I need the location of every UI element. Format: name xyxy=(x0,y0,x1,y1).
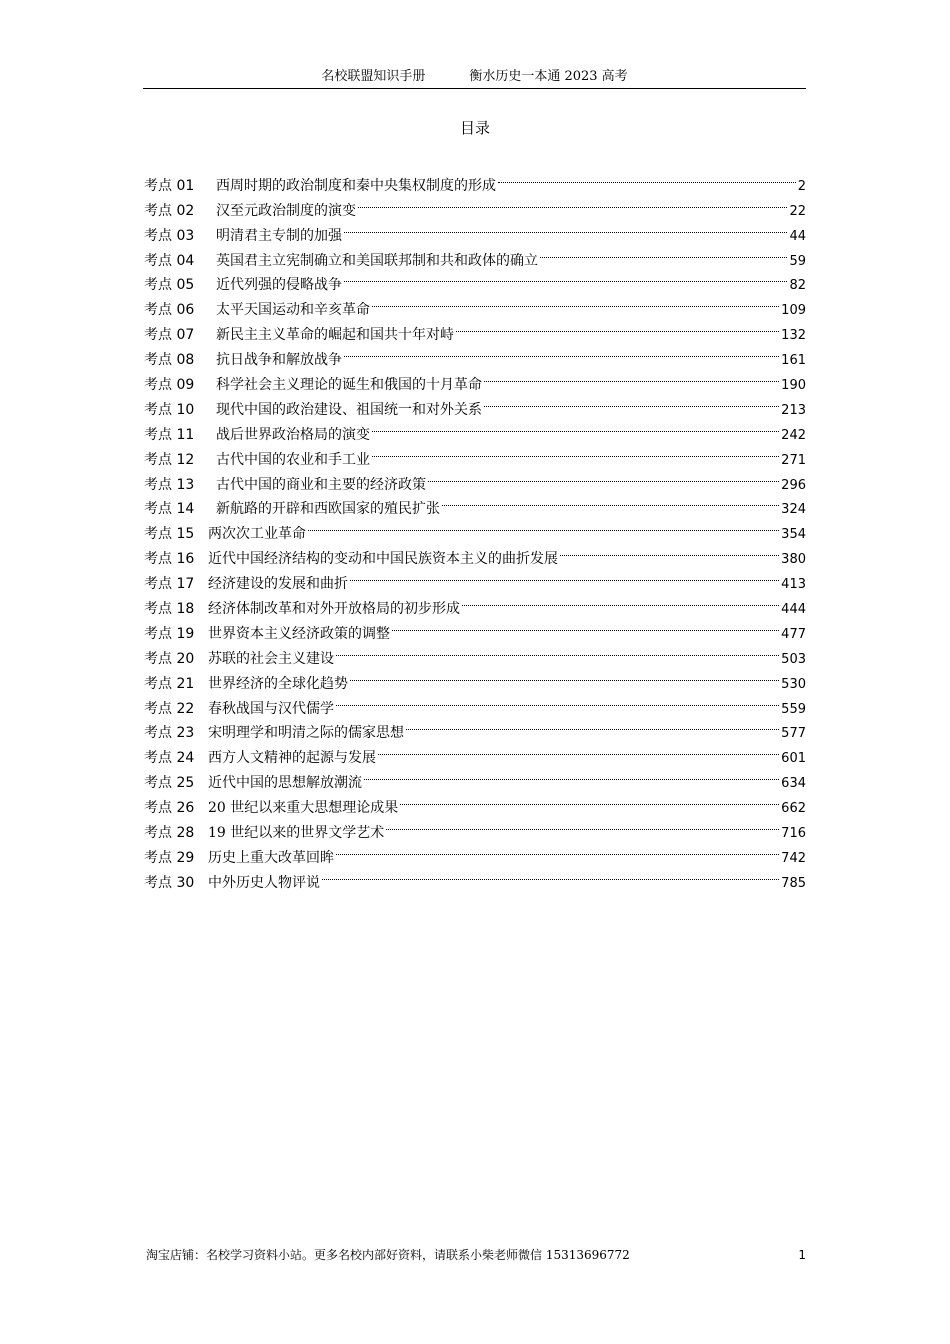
toc-entry-title: 西周时期的政治制度和秦中央集权制度的形成 xyxy=(216,177,496,194)
toc-entry-title: 古代中国的商业和主要的经济政策 xyxy=(216,476,426,493)
toc-entry-page: 559 xyxy=(781,701,806,717)
toc-entry-title: 太平天国运动和辛亥革命 xyxy=(216,302,370,319)
toc-entry-label: 考点 16 xyxy=(144,551,195,568)
toc-entry-page: 785 xyxy=(781,875,806,891)
toc-entry-title: 世界经济的全球化趋势 xyxy=(208,675,348,692)
toc-dot-leader xyxy=(344,339,779,364)
toc-entry-title: 两次次工业革命 xyxy=(208,526,306,543)
toc-entry-label: 考点 02 xyxy=(144,202,195,219)
toc-entry-page: 242 xyxy=(781,427,806,443)
toc-entry-title: 世界资本主义经济政策的调整 xyxy=(208,625,390,642)
toc-dot-leader xyxy=(498,165,796,190)
toc-entry-title: 近代中国经济结构的变动和中国民族资本主义的曲折发展 xyxy=(208,551,558,568)
toc-entry-label: 考点 17 xyxy=(144,576,195,593)
toc-entry-page: 59 xyxy=(789,253,806,269)
toc-entry-title: 战后世界政治格局的演变 xyxy=(216,426,370,443)
toc-dot-leader xyxy=(344,215,787,240)
toc-dot-leader xyxy=(378,737,779,762)
toc-entry-page: 324 xyxy=(781,502,806,518)
page-footer xyxy=(146,1246,806,1264)
toc-entry-label: 考点 19 xyxy=(144,625,195,642)
toc-dot-leader xyxy=(484,364,779,389)
toc-dot-leader xyxy=(386,812,779,837)
toc-entry-label: 考点 29 xyxy=(144,849,195,866)
toc-entry-title: 现代中国的政治建设、祖国统一和对外关系 xyxy=(216,401,482,418)
toc-entry-page: 380 xyxy=(781,552,806,568)
toc-entry-page: 662 xyxy=(781,801,806,817)
toc-entry-title: 20 世纪以来重大思想理论成果 xyxy=(208,800,399,817)
toc-entry-title: 抗日战争和解放战争 xyxy=(216,352,342,369)
page-number: 1 xyxy=(798,1248,806,1262)
toc-dot-leader xyxy=(406,713,779,738)
toc-dot-leader xyxy=(336,638,779,663)
toc-dot-leader xyxy=(428,464,779,489)
toc-entry-label: 考点 01 xyxy=(144,177,195,194)
toc-dot-leader xyxy=(350,663,779,688)
toc-entry-label: 考点 11 xyxy=(144,426,195,443)
toc-entry-page: 2 xyxy=(797,178,806,194)
table-of-contents xyxy=(144,165,806,891)
toc-entry-title: 明清君主专制的加强 xyxy=(216,227,342,244)
toc-entry-title: 古代中国的农业和手工业 xyxy=(216,451,370,468)
toc-entry-label: 考点 04 xyxy=(144,252,195,269)
toc-entry-page: 161 xyxy=(781,353,806,369)
toc-entry-page: 109 xyxy=(781,303,806,319)
toc-entry-page: 530 xyxy=(781,676,806,692)
toc-entry-label: 考点 03 xyxy=(144,227,195,244)
toc-entry-page: 577 xyxy=(781,726,806,742)
toc-entry-page: 271 xyxy=(781,452,806,468)
toc-entry-title: 宋明理学和明清之际的儒家思想 xyxy=(208,725,404,742)
toc-entry-title: 西方人文精神的起源与发展 xyxy=(208,750,376,767)
header-right-text: 衡水历史一本通 2023 高考 xyxy=(469,69,628,84)
toc-entry-page: 22 xyxy=(789,203,806,219)
toc-dot-leader xyxy=(350,563,779,588)
toc-entry[interactable] xyxy=(144,165,806,194)
toc-dot-leader xyxy=(344,265,787,290)
toc-entry-label: 考点 09 xyxy=(144,377,195,394)
toc-entry-title: 近代中国的思想解放潮流 xyxy=(208,775,362,792)
toc-dot-leader xyxy=(484,389,779,414)
toc-entry-title: 经济建设的发展和曲折 xyxy=(208,576,348,593)
toc-entry-page: 503 xyxy=(781,651,806,667)
footer-text: 淘宝店铺：名校学习资料小站。更多名校内部好资料，请联系小柴老师微信 15313696772 xyxy=(146,1248,630,1262)
toc-entry-page: 477 xyxy=(781,626,806,642)
toc-entry-title: 19 世纪以来的世界文学艺术 xyxy=(208,825,385,842)
toc-entry-title: 新民主主义革命的崛起和国共十年对峙 xyxy=(216,327,454,344)
toc-entry-page: 213 xyxy=(781,402,806,418)
toc-entry-label: 考点 18 xyxy=(144,601,195,618)
toc-dot-leader xyxy=(372,414,779,439)
toc-dot-leader xyxy=(462,588,779,613)
toc-dot-leader xyxy=(456,314,779,339)
toc-dot-leader xyxy=(336,837,779,862)
toc-entry-page: 444 xyxy=(781,602,806,618)
toc-entry-label: 考点 24 xyxy=(144,750,195,767)
toc-dot-leader xyxy=(372,289,779,314)
toc-entry-title: 苏联的社会主义建设 xyxy=(208,650,334,667)
toc-dot-leader xyxy=(322,862,779,887)
toc-dot-leader xyxy=(540,240,787,265)
toc-entry-label: 考点 28 xyxy=(144,825,195,842)
toc-entry-title: 中外历史人物评说 xyxy=(208,874,320,891)
toc-title: 目录 xyxy=(459,119,490,137)
toc-entry-label: 考点 14 xyxy=(144,501,195,518)
toc-entry-page: 716 xyxy=(781,826,806,842)
toc-entry-page: 190 xyxy=(781,378,806,394)
toc-entry-page: 634 xyxy=(781,776,806,792)
toc-dot-leader xyxy=(392,613,779,638)
toc-entry-label: 考点 23 xyxy=(144,725,195,742)
toc-dot-leader xyxy=(560,538,779,563)
toc-dot-leader xyxy=(358,190,787,215)
toc-entry-page: 742 xyxy=(781,850,806,866)
toc-entry-label: 考点 30 xyxy=(144,874,195,891)
toc-entry-title: 英国君主立宪制确立和美国联邦制和共和政体的确立 xyxy=(216,252,538,269)
toc-entry-label: 考点 06 xyxy=(144,302,195,319)
toc-entry-title: 汉至元政治制度的演变 xyxy=(216,202,356,219)
toc-dot-leader xyxy=(364,762,779,787)
toc-entry-label: 考点 25 xyxy=(144,775,195,792)
page-header xyxy=(143,66,806,89)
toc-entry-label: 考点 20 xyxy=(144,650,195,667)
toc-entry-page: 601 xyxy=(781,751,806,767)
toc-entry-label: 考点 10 xyxy=(144,401,195,418)
toc-entry-title: 近代列强的侵略战争 xyxy=(216,277,342,294)
toc-entry-page: 413 xyxy=(781,577,806,593)
toc-dot-leader xyxy=(442,489,779,514)
toc-dot-leader xyxy=(336,688,779,713)
toc-entry-label: 考点 12 xyxy=(144,451,195,468)
toc-entry-label: 考点 08 xyxy=(144,352,195,369)
toc-dot-leader xyxy=(308,513,779,538)
toc-entry-label: 考点 22 xyxy=(144,700,195,717)
toc-entry-title: 历史上重大改革回眸 xyxy=(208,849,334,866)
toc-entry-title: 科学社会主义理论的诞生和俄国的十月革命 xyxy=(216,377,482,394)
toc-entry-page: 296 xyxy=(781,477,806,493)
toc-entry-label: 考点 13 xyxy=(144,476,195,493)
toc-entry-title: 春秋战国与汉代儒学 xyxy=(208,700,334,717)
toc-entry-label: 考点 26 xyxy=(144,800,195,817)
toc-entry-title: 经济体制改革和对外开放格局的初步形成 xyxy=(208,601,460,618)
toc-entry-label: 考点 21 xyxy=(144,675,195,692)
toc-entry-page: 82 xyxy=(789,278,806,294)
toc-entry-page: 132 xyxy=(781,328,806,344)
toc-entry-page: 44 xyxy=(789,228,806,244)
toc-entry-label: 考点 15 xyxy=(144,526,195,543)
toc-dot-leader xyxy=(372,439,779,464)
toc-entry-label: 考点 05 xyxy=(144,277,195,294)
toc-entry-title: 新航路的开辟和西欧国家的殖民扩张 xyxy=(216,501,440,518)
header-left-text: 名校联盟知识手册 xyxy=(321,69,426,84)
toc-entry-page: 354 xyxy=(781,527,806,543)
toc-dot-leader xyxy=(400,787,779,812)
toc-entry-label: 考点 07 xyxy=(144,327,195,344)
